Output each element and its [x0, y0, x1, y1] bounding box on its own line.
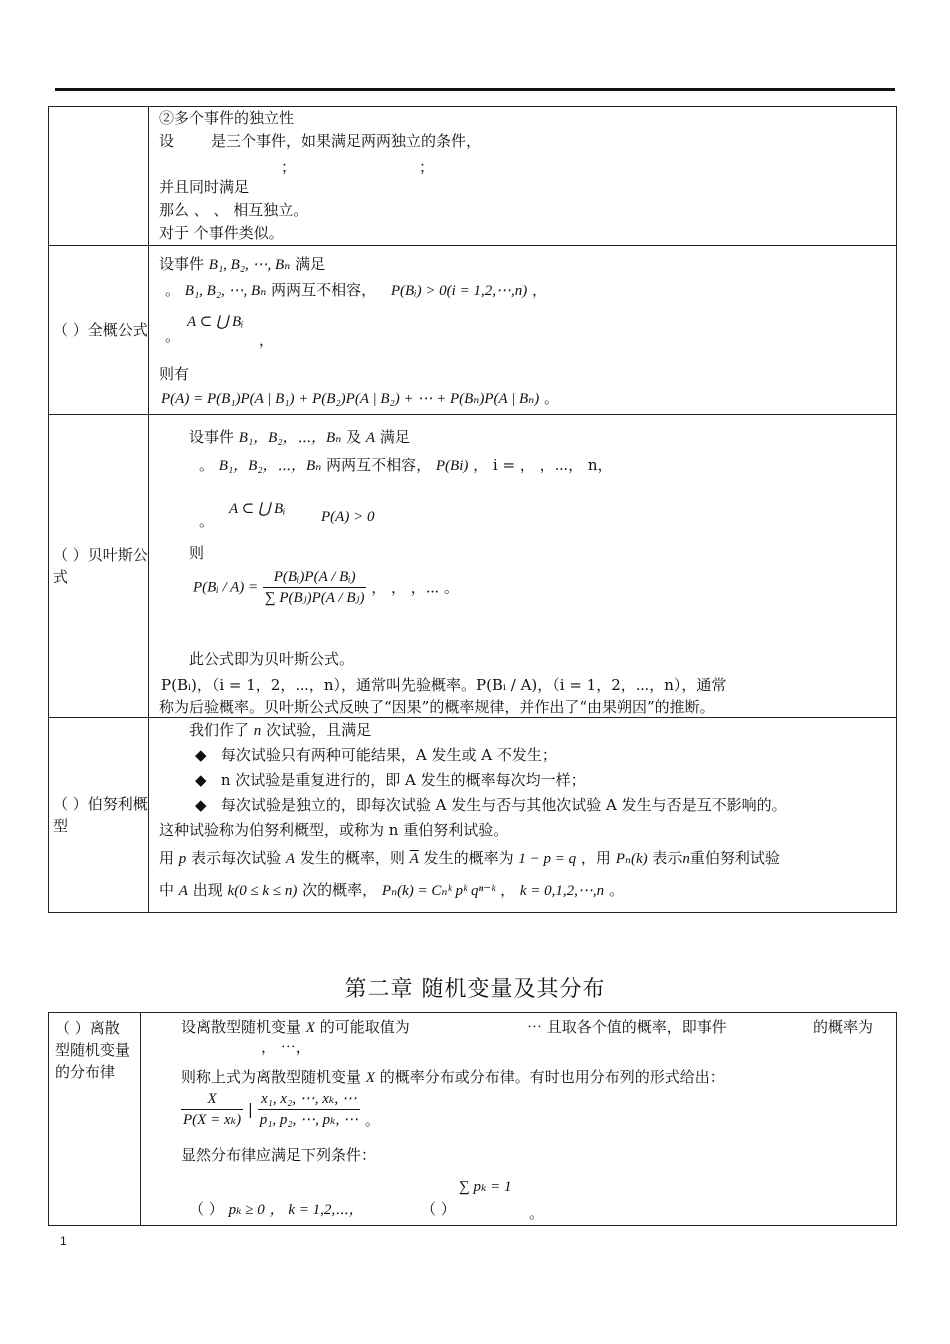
text-fragment: 每次试验只有两种可能结果，A 发生或 A 不发生； — [220, 746, 557, 764]
text-fragment: ， — [532, 281, 548, 299]
row-label: （ ）离散型随机变量的分布律 — [49, 1013, 141, 1226]
table-row — [49, 246, 897, 415]
text-fragment: 。 — [199, 456, 215, 474]
text-fragment: 用 — [159, 849, 175, 867]
text-fragment: 表示 — [652, 849, 683, 867]
text-fragment: 重伯努利试验 — [689, 849, 780, 867]
text-fragment: ， ⋯， — [261, 1038, 311, 1056]
row-label: （ ）全概公式 — [49, 246, 149, 415]
math-expression: P(Bi) — [435, 458, 469, 474]
text-fragment: 发生的概率，则 — [299, 849, 405, 867]
text-line: 对于 个事件类似。 — [159, 224, 284, 242]
text-fragment: 设事件 — [159, 255, 205, 273]
text-line: ； — [281, 158, 297, 176]
math-expression: k(0 ≤ k ≤ n) — [227, 883, 298, 899]
math-expression: B₁，B₂，⋯，Bₙ — [238, 430, 342, 446]
content-table-2 — [48, 1012, 897, 1226]
text-line: 那么 、 、 相互独立。 — [159, 201, 309, 219]
text-fragment: 两两互不相容， — [271, 281, 377, 299]
text-fragment: n 次试验是重复进行的，即 A 发生的概率每次均一样； — [220, 771, 586, 789]
dist-table-header: X — [181, 1089, 243, 1110]
text-fragment: ， i = ， ，⋯， n， — [473, 456, 613, 474]
total-probability-formula: P(A) = P(B₁)P(A | B₁) + P(B₂)P(A | B₂) + ⋯ + P(Bₙ)P(A | Bₙ) — [161, 391, 540, 407]
row-label — [49, 107, 149, 246]
math-expression: B₁, B₂, ⋯, Bₙ — [208, 257, 291, 273]
text-fragment: 发生的概率为 — [423, 849, 514, 867]
text-fragment: 满足 — [379, 428, 410, 446]
bayes-lhs: P(Bᵢ / A) = — [193, 579, 259, 596]
content-table-1 — [48, 106, 897, 913]
text-line: 则有 — [159, 365, 190, 383]
text-line: 称为后验概率。贝叶斯公式反映了“因果”的概率规律，并作出了“由果朔因”的推断。 — [159, 698, 715, 716]
text-fragment: 。 — [199, 512, 215, 530]
page-number: 1 — [60, 1234, 67, 1248]
text-line: 此公式即为贝叶斯公式。 — [189, 650, 355, 668]
math-expression: P(Bᵢ) > 0(i = 1,2,⋯,n) — [390, 283, 528, 299]
bayes-numerator: P(Bᵢ)P(A / Bᵢ) — [263, 567, 367, 588]
text-line: 显然分布律应满足下列条件： — [181, 1146, 377, 1164]
dist-table-probs: p₁, p₂, ⋯, pₖ, ⋯ — [259, 1112, 359, 1128]
text-line: 则 — [189, 544, 205, 562]
text-fragment: ， — [259, 331, 275, 349]
bayes-denominator: ∑ P(Bⱼ)P(A / Bⱼ) — [264, 590, 365, 606]
text-fragment: ， — [500, 881, 516, 899]
text-fragment: ⋯ 且取各个值的概率，即事件 — [527, 1018, 727, 1036]
chapter-title: 第二章 随机变量及其分布 — [344, 977, 606, 1002]
text-line: ； — [419, 158, 435, 176]
text-fragment: 设事件 — [189, 428, 235, 446]
math-expression: k = 0,1,2,⋯,n — [519, 883, 605, 899]
text-fragment: 每次试验是独立的，即每次试验 A 发生与否与其他次试验 A 发生与否是互不影响的。 — [220, 796, 787, 814]
text-fragment: ，用 — [580, 849, 611, 867]
text-fragment: 两两互不相容， — [326, 456, 432, 474]
text-fragment: 及 — [346, 428, 362, 446]
text-fragment: 我们作了 — [189, 721, 250, 739]
math-expression: P(A) > 0 — [321, 509, 375, 525]
header-rule — [55, 88, 895, 91]
math-expression: ， k = 1,2,⋯， — [269, 1202, 364, 1218]
text-line: 并且同时满足 — [159, 178, 250, 196]
math-expression: A ⊂ ⋃ Bᵢ — [229, 501, 286, 517]
text-line: 是三个事件，如果满足两两独立的条件， — [211, 132, 482, 150]
table-row: （ ）离散型随机变量的分布律 设离散型随机变量 X 的可能取值为 ⋯ 且取各个值的概率，即事件 的概率为 ， ⋯， 则称上式为离散型随机变量 X 的概率分布或分布律。有时也用分布列的形式给出： $\frac{X}{\text{P(X = xₖ)}}$ | $\frac{\text{x₁, x₂, ⋯, xₖ, ⋯}}{\text{p₁, p₂, ⋯, pₖ, ⋯}}$ 。 显然分布律应满足下列条件： （ ） pₖ ≥ 0 ， k = 1,2,⋯， （ ） ∑ pₖ = 1 。 — [49, 1013, 897, 1226]
text-fragment: 。 — [529, 1204, 545, 1222]
text-fragment: 次试验，且满足 — [266, 721, 372, 739]
row-label: （ ）贝叶斯公式 — [49, 415, 149, 718]
dist-table-header: P(X = xₖ) — [183, 1112, 242, 1128]
text-fragment: 的概率为 — [813, 1018, 874, 1036]
text-fragment: 中 — [159, 881, 175, 899]
math-expression: 1 − p = q — [518, 851, 577, 867]
binomial-formula: Pₙ(k) = Cₙᵏ pᵏ qⁿ⁻ᵏ — [381, 883, 496, 899]
bullet-icon: ◆ — [195, 796, 207, 814]
text-line: 这种试验称为伯努利概型，或称为 n 重伯努利试验。 — [159, 821, 509, 839]
table-row — [49, 107, 897, 246]
text-fragment: 表示每次试验 — [191, 849, 282, 867]
math-expression: A ⊂ ⋃ Bᵢ — [187, 314, 244, 330]
text-line: 设 — [159, 132, 175, 150]
table-row: （ ）贝叶斯公式 设事件 B₁，B₂，⋯，Bₙ 及 A 满足 。 B₁，B₂，⋯，Bₙ 两两互不相容， P(Bi) ， i = ， ，⋯， n， 。 A ⊂ ⋃ Bᵢ P(A) > 0 则 P(Bᵢ / A) = $\frac{\text{P(Bᵢ)P(A / Bᵢ)}}{\text{∑ P(Bⱼ)P(A / Bⱼ)}}$ ， ， ，⋯ 。 此公式即为贝叶斯公式。 P(Bᵢ)，（i = 1，2，⋯，n），通常叫先验概率。P(Bᵢ / A)，（i = 1，2，⋯，n），通常 称为后验概率。贝叶斯公式反映了“因果”的概率规律，并作出了“由果朔因”的推断。 — [49, 415, 897, 718]
text-fragment: 。 — [165, 327, 181, 345]
condition-label: （ ） — [421, 1200, 456, 1218]
bullet-icon: ◆ — [195, 746, 207, 764]
text-fragment: 的可能取值为 — [319, 1018, 410, 1036]
text-fragment: ， ， ，⋯ 。 — [371, 578, 460, 597]
text-fragment: 出现 — [192, 881, 223, 899]
condition-label: （ ） — [189, 1200, 224, 1218]
text-fragment: 次的概率， — [302, 881, 378, 899]
row-label: （ ）伯努利概型 — [49, 718, 149, 913]
math-expression: Pₙ(k) — [615, 851, 648, 867]
text-fragment: 。 — [544, 389, 560, 407]
condition-nonneg: pₖ ≥ 0 — [228, 1202, 265, 1218]
text-line: P(Bᵢ)，（i = 1，2，⋯，n），通常叫先验概率。P(Bᵢ / A)，（i = 1，2，⋯，n），通常 — [161, 676, 727, 694]
text-fragment: 满足 — [295, 255, 326, 273]
bullet-icon: ◆ — [195, 771, 207, 789]
math-expression: B₁，B₂，⋯，Bₙ — [218, 458, 322, 474]
text-fragment: 。 — [165, 281, 181, 299]
text-fragment: 设离散型随机变量 — [181, 1018, 302, 1036]
math-expression: B₁, B₂, ⋯, Bₙ — [184, 283, 267, 299]
dist-table-values: x₁, x₂, ⋯, xₖ, ⋯ — [258, 1089, 360, 1110]
text-line: ②多个事件的独立性 — [159, 109, 295, 127]
text-fragment: 的概率分布或分布律。有时也用分布列的形式给出： — [379, 1068, 725, 1086]
text-fragment: 。 — [364, 1111, 380, 1129]
text-fragment: 则称上式为离散型随机变量 — [181, 1068, 362, 1086]
condition-sum: ∑ pₖ = 1 — [459, 1179, 512, 1195]
table-row: （ ）伯努利概型 我们作了 n 次试验，且满足 ◆ 每次试验只有两种可能结果，A 发生或 A 不发生； ◆ n 次试验是重复进行的，即 A 发生的概率每次均一样； ◆ 每次试验是独立的，即每次试验 A 发生与否与其他次试验 A 发生与否是互不影响的。 这种试验称为伯努利概型，或称为 n 重伯努利试验。 用 p 表示每次试验 A 发生的概率，则 $\overline{A}$ 发生的概率为 1 − p = q ，用 Pₙ(k) 表示n重伯努利试验 中 A 出现 k(0 ≤ k ≤ n) 次的概率， Pₙ(k) = Cₙᵏ pᵏ qⁿ⁻ᵏ ， k = 0,1,2,⋯,n 。 — [49, 718, 897, 913]
text-fragment: 。 — [608, 881, 624, 899]
